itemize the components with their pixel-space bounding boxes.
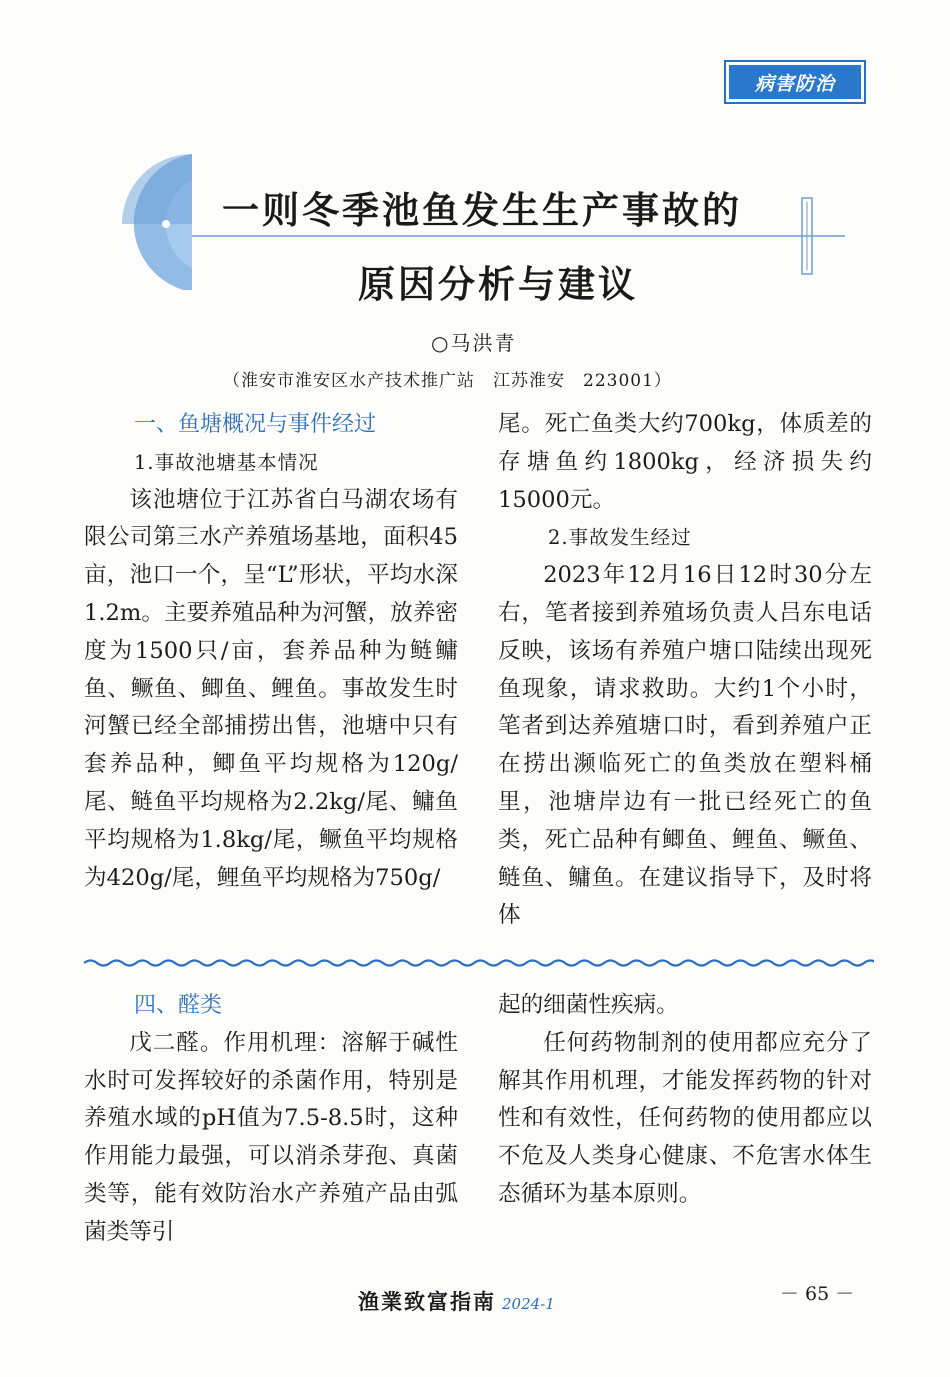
- paragraph-glutaraldehyde: 戊二醛。作用机理：溶解于碱性水时可发挥较好的杀菌作用，特别是养殖水域的pH值为7.5-8.5时，这种作用能力最强，可以消杀芽孢、真菌类等，能有效防治水产养殖产品由弧菌类等引: [84, 1029, 458, 1245]
- section-heading-4: 四、醛类: [134, 993, 223, 1018]
- title-line-1: 一则冬季池鱼发生生产事故的: [222, 189, 742, 232]
- paragraph-pond-info: 该池塘位于江苏省白马湖农场有限公司第三水产养殖场基地，面积45亩，池口一个，呈“L”形状，平均水深1.2m。主要养殖品种为河蟹，放养密度为1500只/亩，套养品种为鲢鳙鱼、鳜鱼、鲫鱼、鲤鱼。事故发生时河蟹已经全部捕捞出售，池塘中只有套养品种，鲫鱼平均规格为120g/尾、鲢鱼平均规格为2.2kg/尾、鳙鱼平均规格为1.8kg/尾，鳜鱼平均规格为420g/尾，鲤鱼平均规格为750g/: [84, 486, 458, 891]
- top-right-column: [498, 406, 872, 935]
- paragraph-loss: 尾。死亡鱼类大约700kg，体质差的存塘鱼约1800kg，经济损失约15000元。: [498, 411, 872, 513]
- subheading-1: 1.事故池塘基本情况: [134, 450, 319, 474]
- wavy-divider: [84, 955, 874, 971]
- footer-journal: [358, 1286, 555, 1316]
- section-heading-1: 一、鱼塘概况与事件经过: [134, 412, 377, 437]
- author: ○马洪青: [431, 331, 517, 355]
- paragraph-continued: 起的细菌性疾病。: [498, 992, 679, 1018]
- subheading-2: 2.事故发生经过: [548, 526, 692, 550]
- bottom-left-column: [84, 987, 458, 1252]
- affiliation: （淮安市淮安区水产技术推广站 江苏淮安 223001）: [223, 371, 672, 391]
- title-line-2: 原因分析与建议: [358, 263, 638, 306]
- journal-name: 渔業致富指南: [358, 1289, 496, 1314]
- section-badge-label: 病害防治: [729, 65, 861, 99]
- paragraph-incident: 2023年12月16日12时30分左右，笔者接到养殖场负责人吕东电话反映，该场有养殖户塘口陆续出现死鱼现象，请求救助。大约1个小时，笔者到达养殖塘口时，看到养殖户正在捞出濒临死亡的鱼类放在塑料桶里，池塘岸边有一批已经死亡的鱼类，死亡品种有鲫鱼、鲤鱼、鳜鱼、鲢鱼、鳙鱼。在建议指导下，及时将体: [498, 562, 872, 929]
- top-left-column: [84, 406, 458, 897]
- page-number: － 65 －: [780, 1283, 855, 1305]
- paragraph-principle: 任何药物制剂的使用都应充分了解其作用机理，才能发挥药物的针对性和有效性，任何药物的使用都应以不危及人类身心健康、不危害水体生态循环为基本原则。: [498, 1029, 872, 1207]
- section-badge: [724, 60, 866, 104]
- journal-issue: 2024-1: [502, 1295, 555, 1313]
- bottom-right-column: [498, 987, 872, 1214]
